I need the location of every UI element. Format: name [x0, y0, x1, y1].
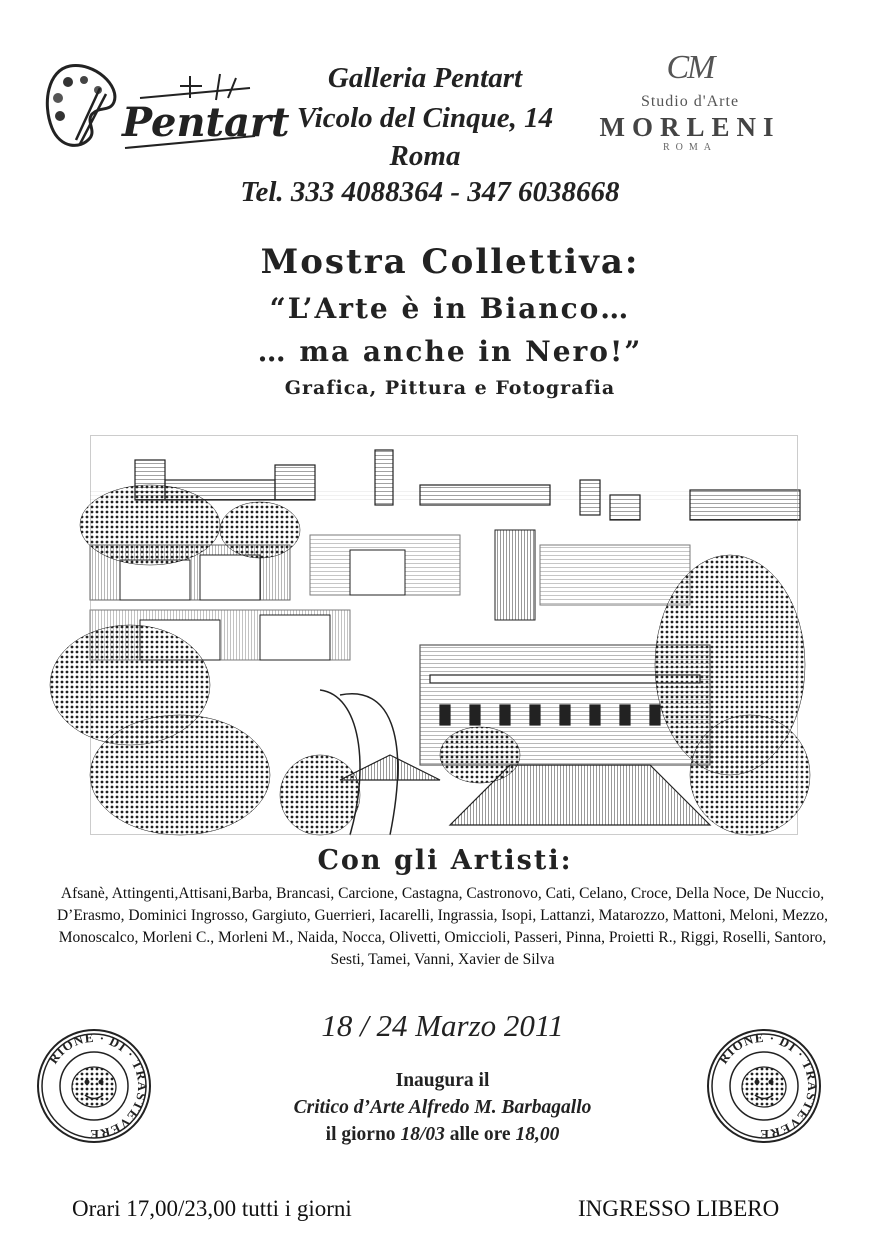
opening-label: Inaugura il — [395, 1070, 490, 1091]
exhibition-subtitle: Grafica, Pittura e Fotografia — [284, 377, 616, 399]
opening-middle: alle ore — [444, 1124, 516, 1145]
gallery-city: Roma — [389, 140, 461, 172]
lion-icon — [742, 1067, 786, 1107]
palette-icon — [40, 58, 290, 168]
rione-trastevere-seal-left — [35, 1027, 153, 1145]
monogram: CM — [666, 49, 714, 86]
rione-trastevere-seal-right — [705, 1027, 823, 1145]
exhibition-type: Mostra Collettiva: — [260, 242, 640, 282]
pentart-signature: Pentart — [122, 99, 290, 146]
seal-text: RIONE · DI · TRASTEVERE — [45, 1029, 151, 1143]
exhibition-dates: 18 / 24 Marzo 2011 — [321, 1008, 564, 1043]
opening-date: 18/03 — [400, 1124, 445, 1145]
lion-icon — [72, 1067, 116, 1107]
gallery-phone: Tel. 333 4088364 - 347 6038668 — [240, 176, 620, 208]
gallery-name: Galleria Pentart — [327, 62, 523, 94]
exhibition-title-line-1: “L’Arte è in Bianco… — [269, 292, 631, 325]
gallery-address: Vicolo del Cinque, 14 — [296, 102, 554, 134]
studio-name: MORLENI — [599, 112, 781, 142]
opening-datetime — [200, 1121, 685, 1148]
artists-list: Afsanè, Attingenti,Attisani,Barba, Brancasi, Carcione, Castagna, Castronovo, Cati, Celano, Croce, Della Noce, De Nuccio, D’Erasmo, Dominici Ingrosso, Gargiuto, Guerrieri, Iacarelli, Ingrassia, Isopi, Lattanzi, Matarozzo, Mattoni, Meloni, Mezzo, Monoscalco, Morleni C., Morleni M., Naida, Nocca, Olivetti, Omiccioli, Passeri, Pinna, Proietti R., Riggi, Roselli, Santoro, Sesti, Tamei, Vanni, Xavier de Silva — [56, 885, 829, 968]
opening-time: 18,00 — [515, 1124, 560, 1145]
opening-prefix: il giorno — [325, 1124, 401, 1145]
opening-hours: Orari 17,00/23,00 tutti i giorni — [72, 1196, 352, 1221]
exhibition-title-line-2: … ma anche in Nero!” — [257, 335, 643, 368]
studio-label: Studio d'Arte — [640, 93, 740, 110]
seal-text: RIONE · DI · TRASTEVERE — [715, 1029, 821, 1143]
studio-city: ROMA — [662, 142, 717, 153]
artists-heading: Con gli Artisti: — [317, 845, 573, 876]
opening-critic: Critico d’Arte Alfredo M. Barbagallo — [293, 1097, 592, 1118]
free-entry: INGRESSO LIBERO — [578, 1196, 780, 1221]
rome-cityscape-engraving — [90, 435, 798, 835]
pentart-logo — [40, 58, 290, 168]
studio-morleni-logo — [590, 48, 790, 173]
